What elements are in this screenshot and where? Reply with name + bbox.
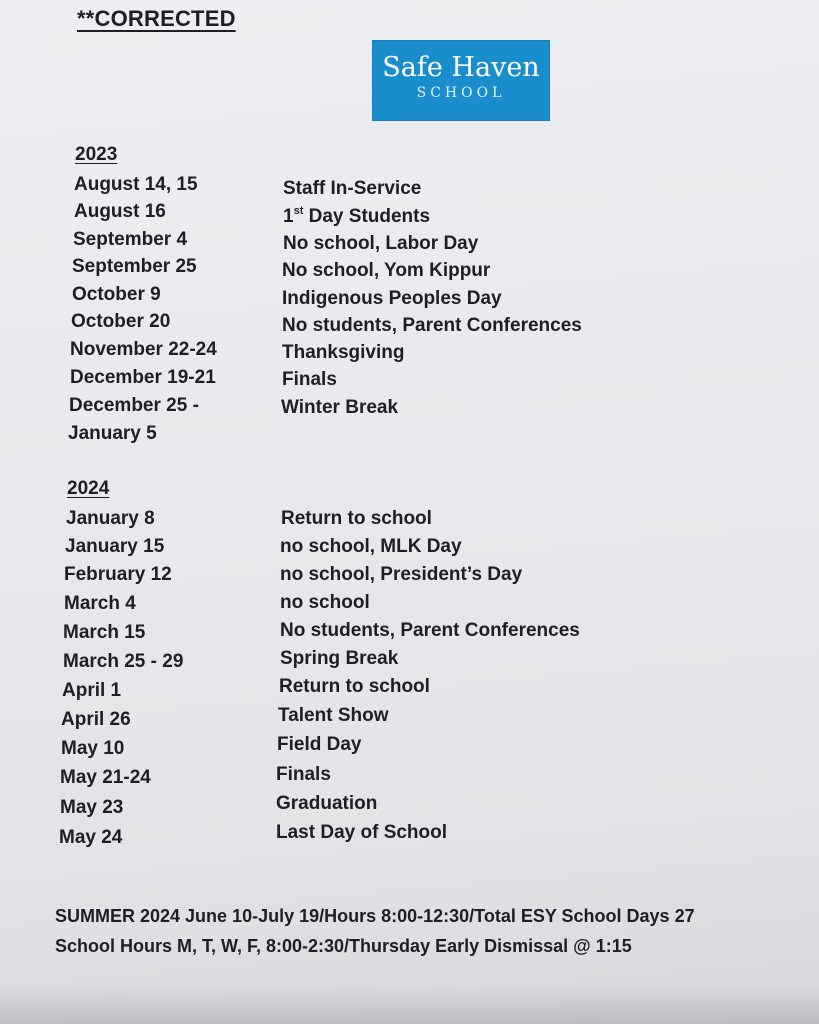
paper-shadow <box>0 984 819 1024</box>
row-date: November 22-24 <box>70 339 217 360</box>
row-date: March 25 - 29 <box>63 651 184 672</box>
ordinal-suffix: st <box>293 205 304 217</box>
row-date: February 12 <box>64 564 172 585</box>
row-date: April 26 <box>61 709 131 730</box>
row-date: January 8 <box>66 508 155 529</box>
row-date: December 25 - <box>69 395 199 416</box>
row-event: No students, Parent Conferences <box>280 620 580 641</box>
row-event: no school <box>280 592 370 613</box>
row-date: September 4 <box>73 229 188 250</box>
row-date: May 21-24 <box>60 767 151 788</box>
row-event: Finals <box>282 369 337 390</box>
row-event: Field Day <box>277 734 362 755</box>
row-event: Graduation <box>276 793 378 814</box>
row-date: August 14, 15 <box>74 174 198 195</box>
row-event: Last Day of School <box>276 822 448 843</box>
row-event: Spring Break <box>280 648 399 669</box>
row-event: No school, Labor Day <box>283 233 479 254</box>
row-date: May 10 <box>61 738 125 759</box>
safe-haven-logo <box>372 40 550 121</box>
row-date: September 25 <box>72 256 197 277</box>
row-date: October 20 <box>71 311 171 332</box>
row-date: August 16 <box>74 201 166 222</box>
row-event: Talent Show <box>278 705 389 726</box>
row-date: March 15 <box>63 622 146 643</box>
row-event <box>283 205 430 228</box>
row-date: October 9 <box>72 284 161 305</box>
row-date: January 5 <box>68 423 157 444</box>
row-event: Return to school <box>281 508 432 529</box>
school-hours-note: School Hours M, T, W, F, 8:00-2:30/Thursday Early Dismissal @ 1:15 <box>55 936 632 956</box>
logo-name: Safe Haven <box>382 52 540 83</box>
row-event: No school, Yom Kippur <box>282 260 491 281</box>
row-event: Return to school <box>279 676 430 697</box>
row-event: Winter Break <box>281 397 399 418</box>
year-heading-2024: 2024 <box>67 478 110 499</box>
row-event: no school, President’s Day <box>280 564 523 585</box>
summer-schedule-note: SUMMER 2024 June 10-July 19/Hours 8:00-12:30/Total ESY School Days 27 <box>55 906 695 926</box>
row-event-text: Day Students <box>303 206 431 227</box>
row-event: Staff In-Service <box>283 178 422 199</box>
row-event: No students, Parent Conferences <box>282 315 582 336</box>
row-date: December 19-21 <box>70 367 216 388</box>
ordinal-number: 1 <box>283 206 294 227</box>
row-event: Finals <box>276 764 331 785</box>
row-date: May 23 <box>60 797 124 818</box>
row-date: January 15 <box>65 536 165 557</box>
row-date: April 1 <box>62 680 122 701</box>
logo-subtitle: SCHOOL <box>416 85 506 101</box>
row-event: Indigenous Peoples Day <box>282 288 502 309</box>
row-event: Thanksgiving <box>282 342 405 363</box>
year-heading-2023: 2023 <box>75 144 118 165</box>
row-event: no school, MLK Day <box>280 536 462 557</box>
row-date: May 24 <box>59 827 123 848</box>
corrected-heading: **CORRECTED <box>77 6 236 31</box>
row-date: March 4 <box>64 593 136 614</box>
